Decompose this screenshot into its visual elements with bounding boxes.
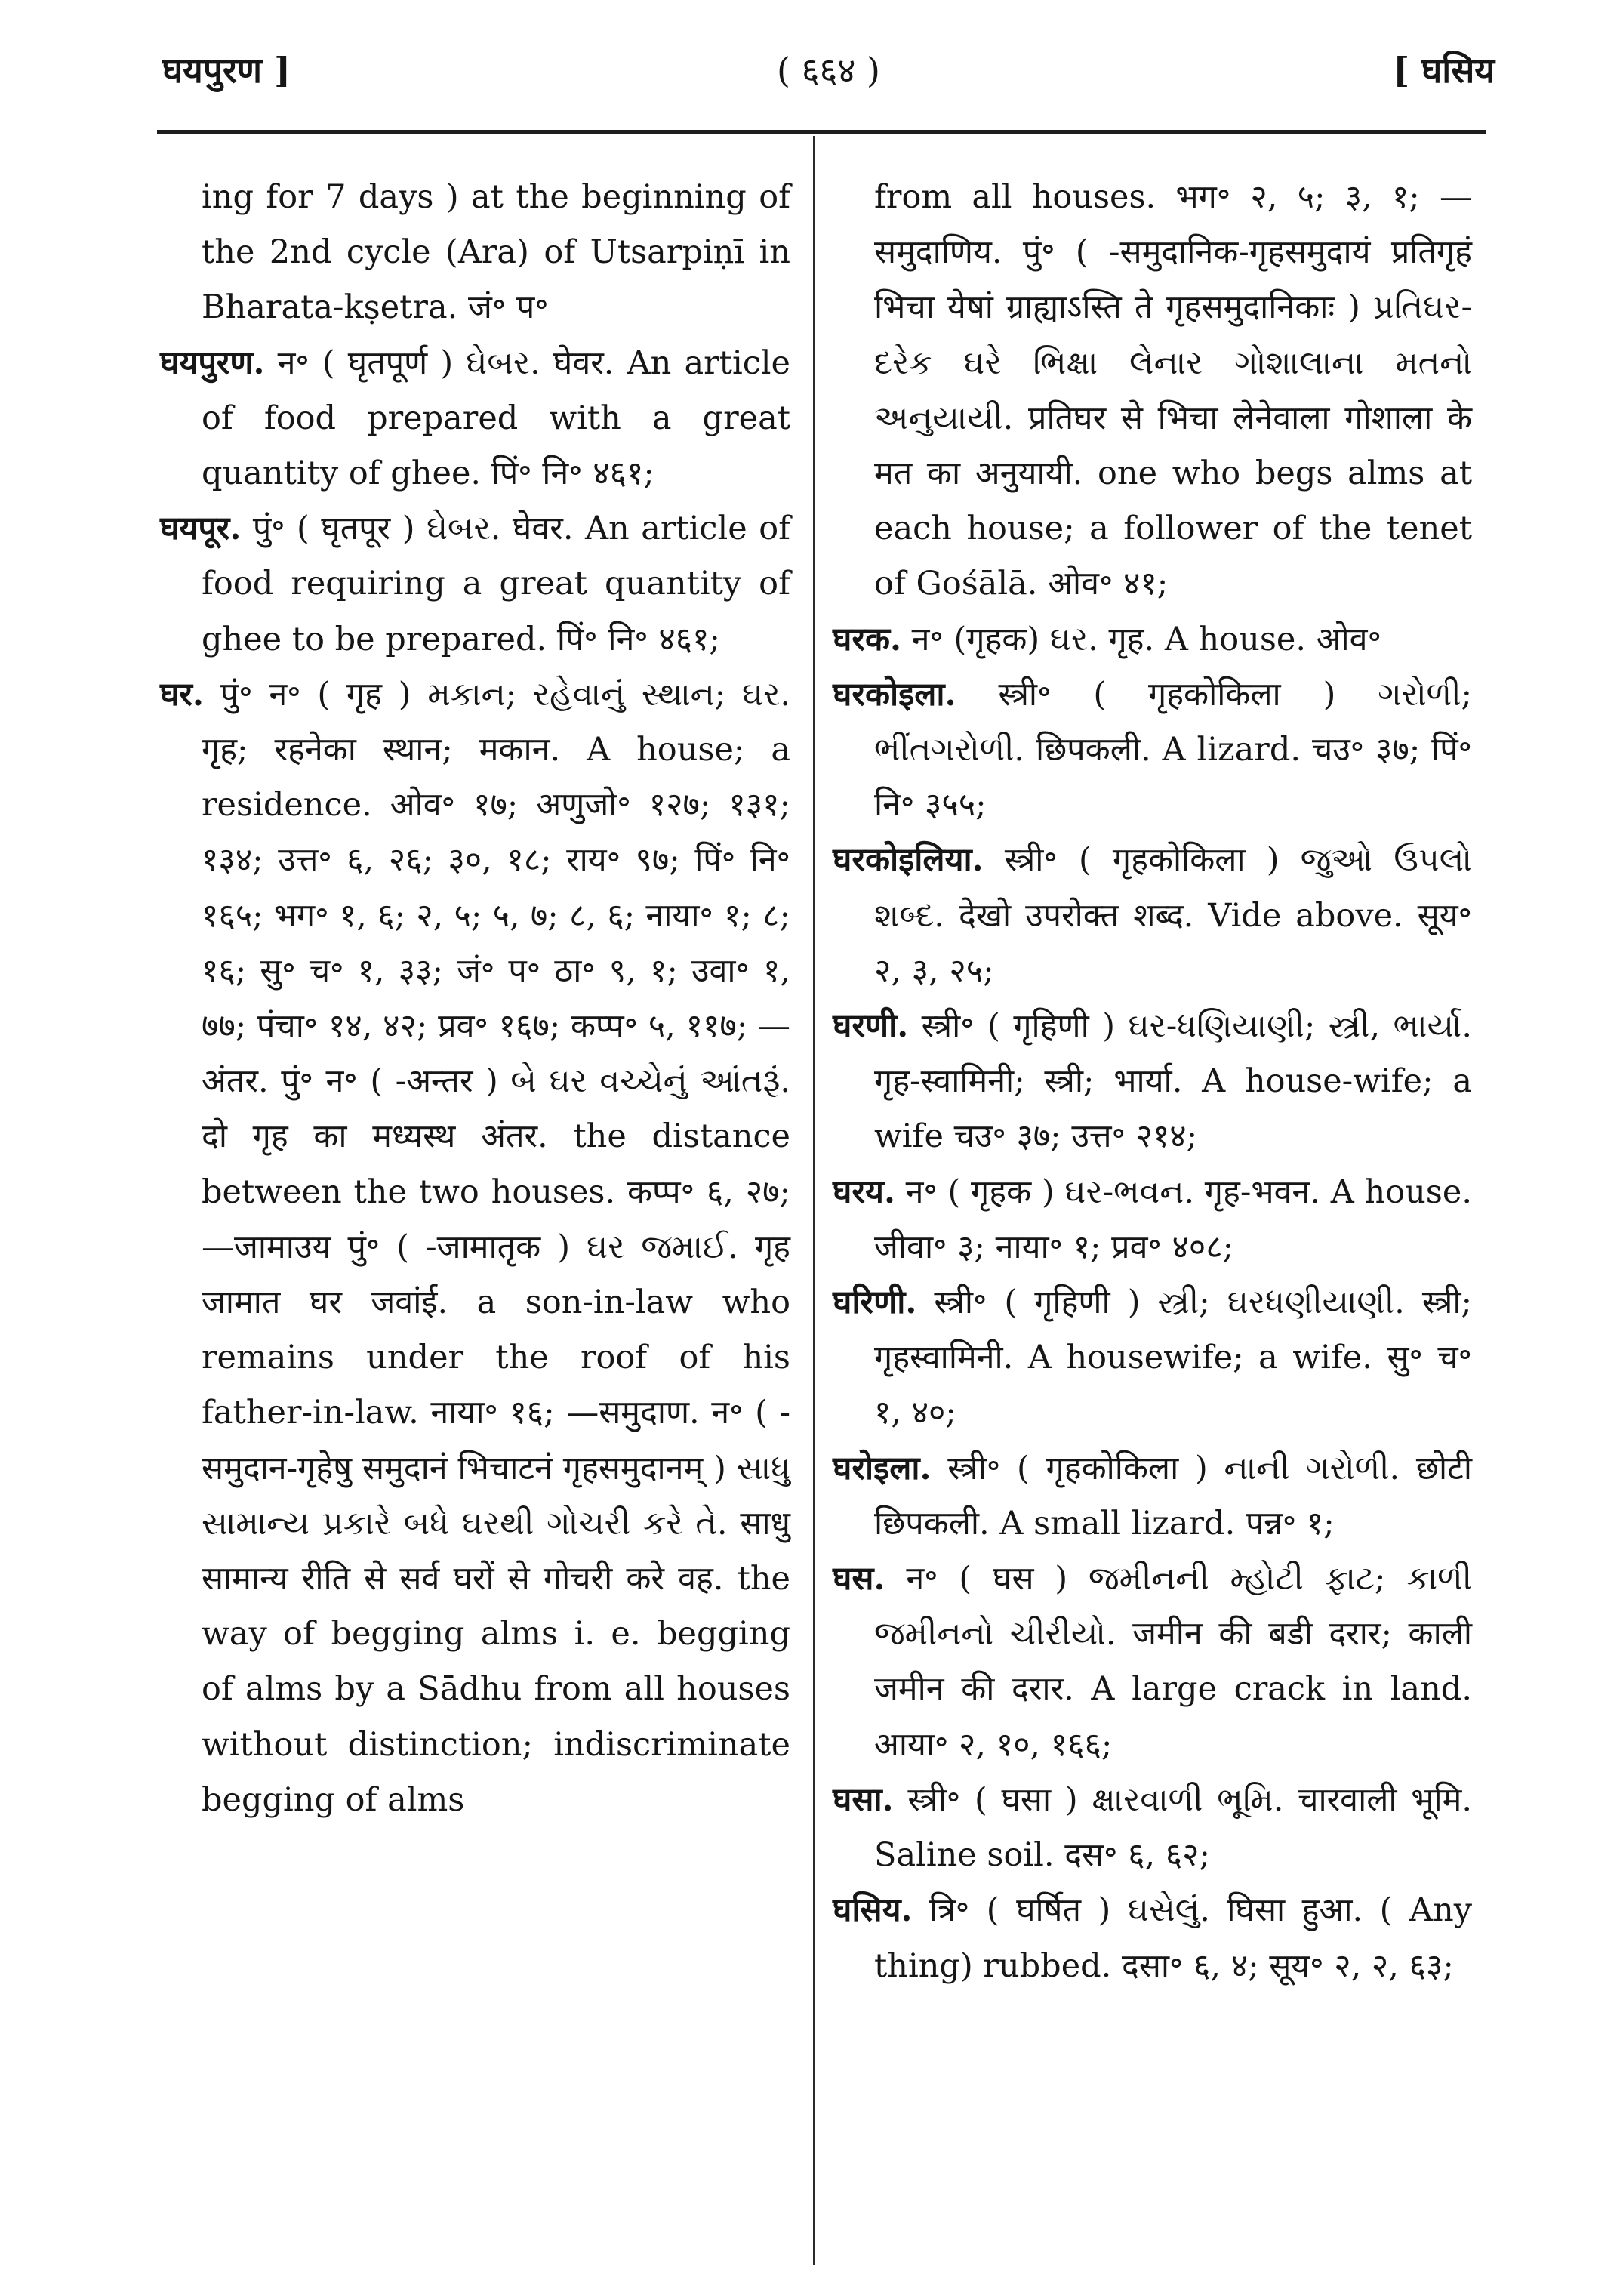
- entry-definition: पुं॰ ( घृतपूर ) ઘેબર. घेवर. An article of food requiring a great quantity of ghee to be prepared. पिं॰ नि॰ ४६१;: [202, 510, 790, 658]
- entry-headword: घरक.: [833, 620, 901, 658]
- dictionary-entry: [833, 667, 1472, 834]
- dictionary-entry: [833, 1883, 1472, 1993]
- column-divider: [813, 136, 815, 2265]
- entry-headword: घस.: [833, 1560, 885, 1598]
- entry-definition: त्रि॰ ( घर्षित ) ઘસેલું. घिसा हुआ. ( Any thing) rubbed. दसा॰ ६, ४; सूय॰ २, २, ६३;: [874, 1891, 1472, 1985]
- entry-definition: न॰ ( गृहक ) ઘર-ભવન. गृह-भवन. A house. जीवा॰ ३; नाया॰ १; प्रव॰ ४०८;: [874, 1173, 1472, 1266]
- dictionary-entry: [833, 1275, 1472, 1441]
- dictionary-entry: [833, 170, 1472, 612]
- entry-definition: स्त्री॰ ( गृहकोकिला ) જુઓ ઉપલો શબ્દ. देखो उपरोक्त शब्द. Vide above. सूय॰ २, ३, २५;: [874, 841, 1472, 990]
- entry-definition: न॰ ( घृतपूर्ण ) ઘેબર. घेवर. An article of food prepared with a great quantity of ghee. पिं॰ नि॰ ४६१;: [202, 344, 790, 493]
- entry-headword: घयपूर.: [160, 510, 242, 548]
- page-header: [162, 42, 1495, 102]
- entry-definition: स्त्री॰ ( गृहिणी ) સ્ત્રી; ઘરધણીયાણી. स्त्री; गृहस्वामिनी. A housewife; a wife. सु॰ च॰ १, ४०;: [874, 1284, 1472, 1432]
- entry-definition: ing for 7 days ) at the beginning of the 2nd cycle (Ara) of Utsarpiṇī in Bharata-kṣetra. जं॰ प॰: [202, 178, 790, 327]
- dictionary-entry: [833, 999, 1472, 1165]
- entry-headword: घरकोइला.: [833, 675, 956, 713]
- entry-definition: स्त्री॰ ( घसा ) ક્ષારવાળી ભૂમિ. चारवाली भूमि. Saline soil. दस॰ ६, ६२;: [874, 1780, 1472, 1875]
- entry-definition: from all houses. भग॰ २, ५; ३, १; —समुदाणिय. पुं॰ ( -समुदानिक-गृहसमुदायं प्रतिगृहं भिचा येषां ग्राह्याऽस्ति ते गृहसमुदानिकाः ) પ્રતિઘર-દરેક ઘરે ભિક્ષા લેનાર ગોશાલાના મતનો અનુયાયી. प्रतिघर से भिचा लेनेवाला गोशाला के मत का अनुयायी. one who begs alms at each house; a follower of the tenet of Gośālā. ओव॰ ४१;: [874, 178, 1472, 603]
- entry-definition: स्त्री॰ ( गृहिणी ) ઘર-ધણિયાણી; સ્ત્રી, ભાર્યા. गृह-स्वामिनी; स्त्री; भार्या. A house-wife; a wife चउ॰ ३७; उत्त॰ २१४;: [874, 1007, 1472, 1156]
- header-rule: [157, 130, 1486, 134]
- dictionary-entry: [833, 1165, 1472, 1275]
- entry-definition: स्त्री॰ ( गृहकोकिला ) ગરોળી; ભીંતગરોળી. छिपकली. A lizard. चउ॰ ३७; पिं॰ नि॰ ३५५;: [874, 675, 1472, 824]
- entry-definition: स्त्री॰ ( गृहकोकिला ) નાની ગરોળી. छोटी छिपकली. A small lizard. पन्न॰ १;: [874, 1449, 1472, 1542]
- dictionary-entry: [160, 170, 790, 336]
- entry-definition: न॰ ( घस ) જમીનની મ્હોટી ફાટ; કાળી જમીનનો ચીરીયો. जमीन की बडी दरार; काली जमीन की दरार. A large crack in land. आया॰ २, १०, १६६;: [874, 1560, 1472, 1764]
- dictionary-entry: [160, 501, 790, 667]
- header-first-word: घयपुरण ]: [162, 50, 291, 91]
- dictionary-entry: [160, 336, 790, 502]
- entry-definition: पुं॰ न॰ ( गृह ) મકાન; રહેવાનું સ્થાન; ઘર. गृह; रहनेका स्थान; मकान. A house; a residence. ओव॰ १७; अणुजो॰ १२७; १३१; १३४; उत्त॰ ६, २६; ३०, १८; राय॰ ९७; पिं॰ नि॰ १६५; भग॰ १, ६; २, ५; ५, ७; ८, ६; नाया॰ १; ८; १६; सु॰ च॰ १, ३३; जं॰ प॰ ठा॰ ९, १; उवा॰ १, ७७; पंचा॰ १४, ४२; प्रव॰ १६७; कप्प॰ ५, ११७; —अंतर. पुं॰ न॰ ( -अन्तर ) બે ઘર વચ્ચેનું આંતરૂં. दो गृह का मध्यस्थ अंतर. the distance between the two houses. कप्प॰ ६, २७; —जामाउय पुं॰ ( -जामातृक ) ઘર જમાઈ. गृह जामात घर जवांई. a son-in-law who remains under the roof of his father-in-law. नाया॰ १६; —समुदाण. न॰ ( -समुदान-गृहेषु समुदानं भिचाटनं गृहसमुदानम् ) સાધુ સામાન્ય પ્રકારે બધે ઘરથી ગોચરી કરે તે. साधु सामान्य रीति से सर्व घरों से गोचरी करे वह. the way of begging alms i. e. begging of alms by a Sādhu from all houses without distinction; indiscriminate begging of alms: [202, 675, 790, 1819]
- dictionary-entry: [833, 833, 1472, 999]
- entry-headword: घर.: [160, 675, 204, 713]
- entry-headword: घसा.: [833, 1780, 894, 1819]
- entry-definition: न॰ (गृहक) ઘર. गृह. A house. ओव॰: [901, 620, 1381, 658]
- entry-headword: घरोइला.: [833, 1449, 932, 1487]
- dictionary-entry: [833, 1552, 1472, 1773]
- right-column: [833, 170, 1472, 1994]
- left-column: [160, 170, 790, 1828]
- entry-headword: घरकोइलिया.: [833, 841, 984, 880]
- page-number: ( ६६४ ): [777, 50, 880, 91]
- entry-headword: घरिणी.: [833, 1284, 917, 1322]
- dictionary-entry: [160, 667, 790, 1828]
- dictionary-entry: [833, 612, 1472, 667]
- dictionary-entry: [833, 1773, 1472, 1883]
- entry-headword: घयपुरण.: [160, 344, 265, 382]
- entry-headword: घसिय.: [833, 1891, 913, 1930]
- entry-headword: घरय.: [833, 1173, 895, 1211]
- entry-headword: घरणी.: [833, 1007, 909, 1046]
- header-last-word: [ घसिय: [1393, 50, 1495, 91]
- dictionary-entry: [833, 1441, 1472, 1552]
